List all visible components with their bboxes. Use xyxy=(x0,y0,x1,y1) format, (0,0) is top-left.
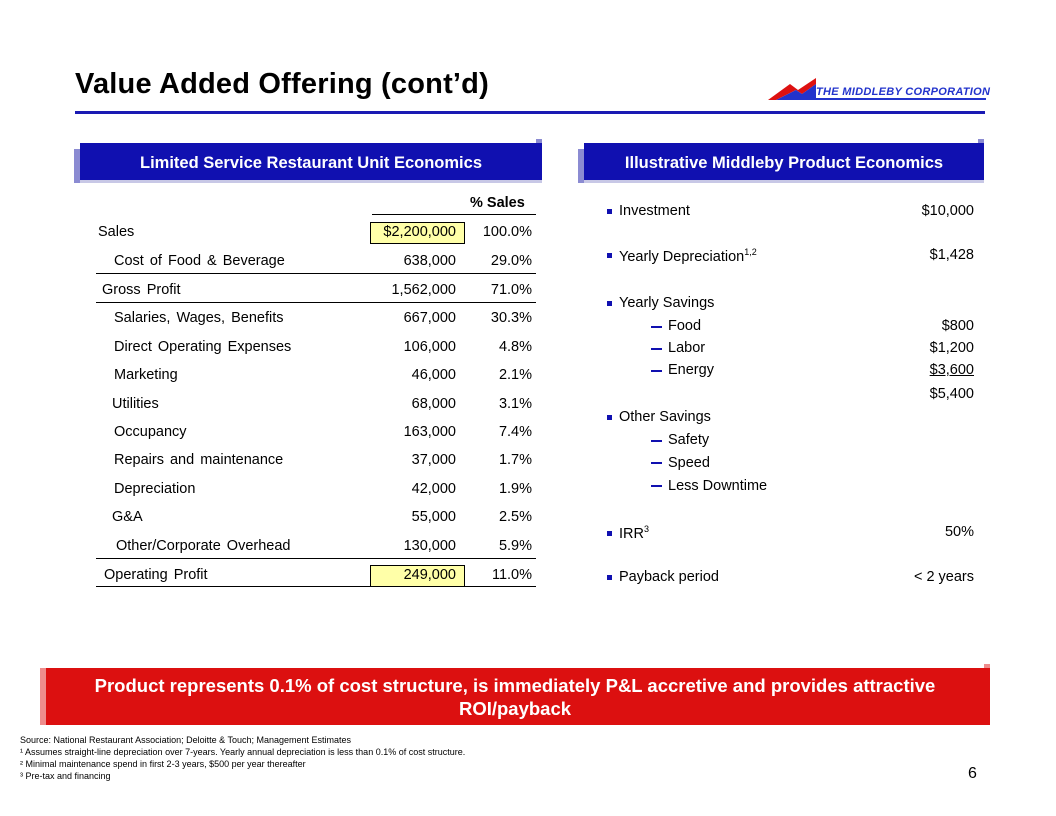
investment-value: $10,000 xyxy=(921,203,974,219)
table-row xyxy=(96,367,536,387)
summary-banner-text: Product represents 0.1% of cost structure, is immediately P&L accretive and provides attractive ROI/payback xyxy=(94,674,936,719)
irr-footnote-ref: 3 xyxy=(643,524,649,534)
depreciation-footnote-ref: 1,2 xyxy=(744,247,757,257)
row-amount: 638,000 xyxy=(403,253,456,269)
page-number: 6 xyxy=(968,765,977,782)
row-label: Salaries, Wages, Benefits xyxy=(114,310,284,326)
investment-label: Investment xyxy=(619,203,690,219)
row-label: Marketing xyxy=(114,367,178,383)
row-label: Other/Corporate Overhead xyxy=(116,538,291,554)
table-row xyxy=(96,452,536,472)
row-pct: 4.8% xyxy=(498,339,532,355)
dash-icon xyxy=(651,440,662,442)
dash-icon xyxy=(651,348,662,350)
row-amount: 130,000 xyxy=(403,538,456,554)
subtotal-rule xyxy=(96,558,536,559)
other-savings-item: Less Downtime xyxy=(668,478,768,494)
total-rule xyxy=(96,586,536,587)
row-amount: 106,000 xyxy=(403,339,456,355)
bullet-icon xyxy=(607,209,612,214)
table-row xyxy=(96,538,536,558)
footnote-3: ³ Pre-tax and financing xyxy=(20,771,111,781)
table-row xyxy=(96,310,536,330)
row-label: Operating Profit xyxy=(104,567,208,583)
footnotes xyxy=(20,734,465,782)
row-label: Cost of Food & Beverage xyxy=(114,253,285,269)
table-row xyxy=(96,567,536,587)
row-amount: 163,000 xyxy=(403,424,456,440)
row-amount: 37,000 xyxy=(411,452,456,468)
irr-value: 50% xyxy=(944,524,974,540)
dash-icon xyxy=(651,326,662,328)
footnote-1: ¹ Assumes straight-line depreciation over 7-years. Yearly annual depreciation is less than 0.1% of cost structure. xyxy=(20,747,466,757)
left-panel-heading-text: Limited Service Restaurant Unit Economics xyxy=(139,153,482,172)
row-pct: 100.0% xyxy=(482,224,532,240)
row-pct: 2.1% xyxy=(498,367,532,383)
row-label: G&A xyxy=(112,509,143,525)
row-pct: 71.0% xyxy=(490,282,532,298)
savings-item-label: Energy xyxy=(668,362,714,378)
summary-banner xyxy=(40,668,990,725)
row-amount: 42,000 xyxy=(411,481,456,497)
row-label: Occupancy xyxy=(114,424,187,440)
dash-icon xyxy=(651,462,662,464)
table-row xyxy=(96,224,536,244)
row-pct: 5.9% xyxy=(498,538,532,554)
payback-value: < 2 years xyxy=(913,569,974,585)
row-label: Direct Operating Expenses xyxy=(114,339,292,355)
savings-total: $5,400 xyxy=(929,386,974,402)
savings-item-label: Labor xyxy=(668,340,706,356)
page-title: Value Added Offering (cont’d) xyxy=(75,68,489,100)
row-label: Utilities xyxy=(112,396,159,412)
right-panel-heading xyxy=(584,143,984,183)
other-savings-item: Speed xyxy=(668,455,710,471)
left-panel-heading xyxy=(80,143,542,183)
row-label: Gross Profit xyxy=(102,282,181,298)
footnote-2: ² Minimal maintenance spend in first 2-3 years, $500 per year thereafter xyxy=(20,759,306,769)
payback-label: Payback period xyxy=(619,569,719,585)
bullet-icon xyxy=(607,531,612,536)
row-amount: 46,000 xyxy=(411,367,456,383)
savings-item-value: $800 xyxy=(941,318,974,334)
row-pct: 3.1% xyxy=(498,396,532,412)
right-panel-heading-text: Illustrative Middleby Product Economics xyxy=(624,153,944,172)
header-rule xyxy=(372,214,536,215)
row-pct: 7.4% xyxy=(498,424,532,440)
bullet-icon xyxy=(607,415,612,420)
row-label: Depreciation xyxy=(114,481,196,497)
yearly-savings-label: Yearly Savings xyxy=(619,295,715,311)
row-amount: 249,000 xyxy=(403,567,456,583)
table-row xyxy=(96,253,536,273)
dash-icon xyxy=(651,485,662,487)
bullet-icon xyxy=(607,301,612,306)
depreciation-value: $1,428 xyxy=(929,247,974,263)
depreciation-label xyxy=(619,247,757,265)
row-amount: 68,000 xyxy=(411,396,456,412)
subtotal-rule xyxy=(96,302,536,303)
savings-item-value: $1,200 xyxy=(929,340,974,356)
table-row xyxy=(96,282,536,302)
other-savings-label: Other Savings xyxy=(619,409,711,425)
subtotal-rule xyxy=(96,273,536,274)
row-label: Repairs and maintenance xyxy=(114,452,284,468)
row-pct: 30.3% xyxy=(490,310,532,326)
irr-label-text: IRR xyxy=(619,525,644,542)
footnote-source: Source: National Restaurant Association; Deloitte & Touch; Management Estimates xyxy=(20,735,352,745)
dash-icon xyxy=(651,370,662,372)
table-row xyxy=(96,396,536,416)
logo-underline xyxy=(816,98,986,100)
bullet-icon xyxy=(607,253,612,258)
table-row xyxy=(96,481,536,501)
row-amount: 55,000 xyxy=(411,509,456,525)
depreciation-label-text: Yearly Depreciation xyxy=(619,248,745,265)
other-savings-item: Safety xyxy=(668,432,710,448)
row-amount: 1,562,000 xyxy=(391,282,456,298)
row-amount: 667,000 xyxy=(403,310,456,326)
row-pct: 2.5% xyxy=(498,509,532,525)
savings-item-value: $3,600 xyxy=(929,362,974,378)
savings-item-label: Food xyxy=(668,318,702,334)
row-pct: 1.7% xyxy=(498,452,532,468)
company-name: THE MIDDLEBY CORPORATION xyxy=(816,86,991,98)
row-label: Sales xyxy=(98,224,135,240)
table-row xyxy=(96,424,536,444)
irr-label xyxy=(619,524,649,542)
table-row xyxy=(96,339,536,359)
row-pct: 29.0% xyxy=(490,253,532,269)
row-pct: 1.9% xyxy=(498,481,532,497)
row-pct: 11.0% xyxy=(491,567,532,583)
row-amount: $2,200,000 xyxy=(383,224,456,240)
bullet-icon xyxy=(607,575,612,580)
title-divider xyxy=(75,111,985,114)
pct-sales-header: % Sales xyxy=(470,195,525,211)
table-row xyxy=(96,509,536,529)
